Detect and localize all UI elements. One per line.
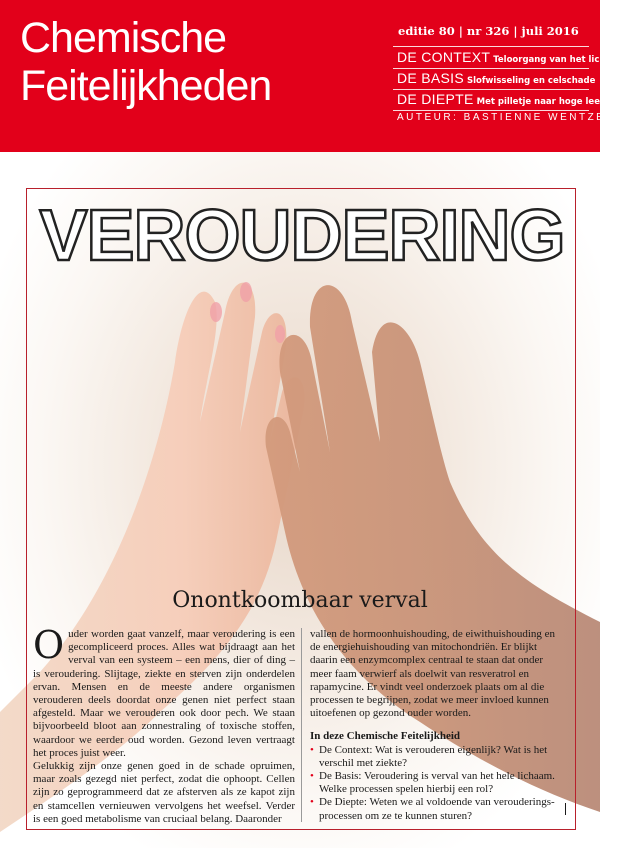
section-context [397,49,626,67]
contents-list [310,744,566,823]
section-basis [397,70,595,88]
contents-heading: In deze Chemische Feitelijkheid [310,730,461,743]
section-text: Met pilletje naar hoge leeftijd [476,97,620,107]
masthead [0,0,626,152]
article-right-column [310,628,566,823]
column-divider [301,628,302,822]
divider [393,46,589,47]
brand-line-1: Chemische [20,14,227,62]
brand-line-2: Feitelijkheden [20,62,272,110]
article-paragraph: Gelukkig zijn onze genen goed in de schade opruimen, maar zoals gezegd niet perfect, zodat die ophoopt. Cellen zijn zo geprogrammeerd dat ze afsterven als ze kapot zijn en stamcellen vernieuwen vervolgens het weefsel. Verder is een goed metabolisme van cruciaal belang. Daaronder [33,760,295,825]
cover-title: VEROUDERING [39,196,565,276]
section-label: DE DIEPTE [397,91,474,107]
end-mark [565,803,566,815]
divider [393,110,589,111]
divider [393,89,589,90]
list-item: • De Context: Wat is verouderen eigenlijk? Wat is het verschil met ziekte? [310,744,566,770]
section-diepte [397,91,620,109]
section-label: DE CONTEXT [397,49,491,65]
section-label: DE BASIS [397,70,464,86]
cover-subtitle: Onontkoombaar verval [172,588,428,613]
divider [393,68,589,69]
list-item: • De Diepte: Weten we al voldoende van verouderings-processen om ze te kunnen sturen? [310,796,566,822]
article-paragraph: vallen de hormoonhuishouding, de eiwithuishouding en de energiehuishouding van mitochondriën. Er blijkt daarin een enzymcomplex centraal te staan dat onder meer faam verwierf als doelwit van resveratrol en rapamycine. Er vindt veel onderzoek plaats om al die processen te begrijpen, zodat we meer invloed kunnen uitoefenen op gezond ouder worden. [310,628,556,720]
article-left-column [33,623,295,826]
brand-title [20,14,271,110]
author-line: AUTEUR: BASTIENNE WENTZEL [397,112,614,123]
list-item: • De Basis: Veroudering is verval van het hele lichaam. Welke processen spelen hierbij een rol? [310,770,566,796]
section-text: Teloorgang van het lichaam [493,55,626,65]
drop-cap: O [33,623,65,667]
article-paragraph: uder worden gaat vanzelf, maar veroudering is een gecompliceerd proces. Alles wat bijdraagt aan het verval van een systeem – een mens, dier of ding – is veroudering. Slijtage, ziekte en sterven zijn onderdelen ervan. Mensen en de meeste andere organismen verouderen deels doordat onze genen niet perfect staan afgesteld. Maar we verouderen ook door pech. We staan bijvoorbeeld bloot aan zonnestraling of toxische stoffen, waardoor we eerder oud worden. Gezond leven vertraagt het proces juist weer. [33,628,295,759]
edition-info: editie 80 | nr 326 | juli 2016 [398,24,579,38]
section-text: Slofwisseling en celschade [466,76,596,86]
